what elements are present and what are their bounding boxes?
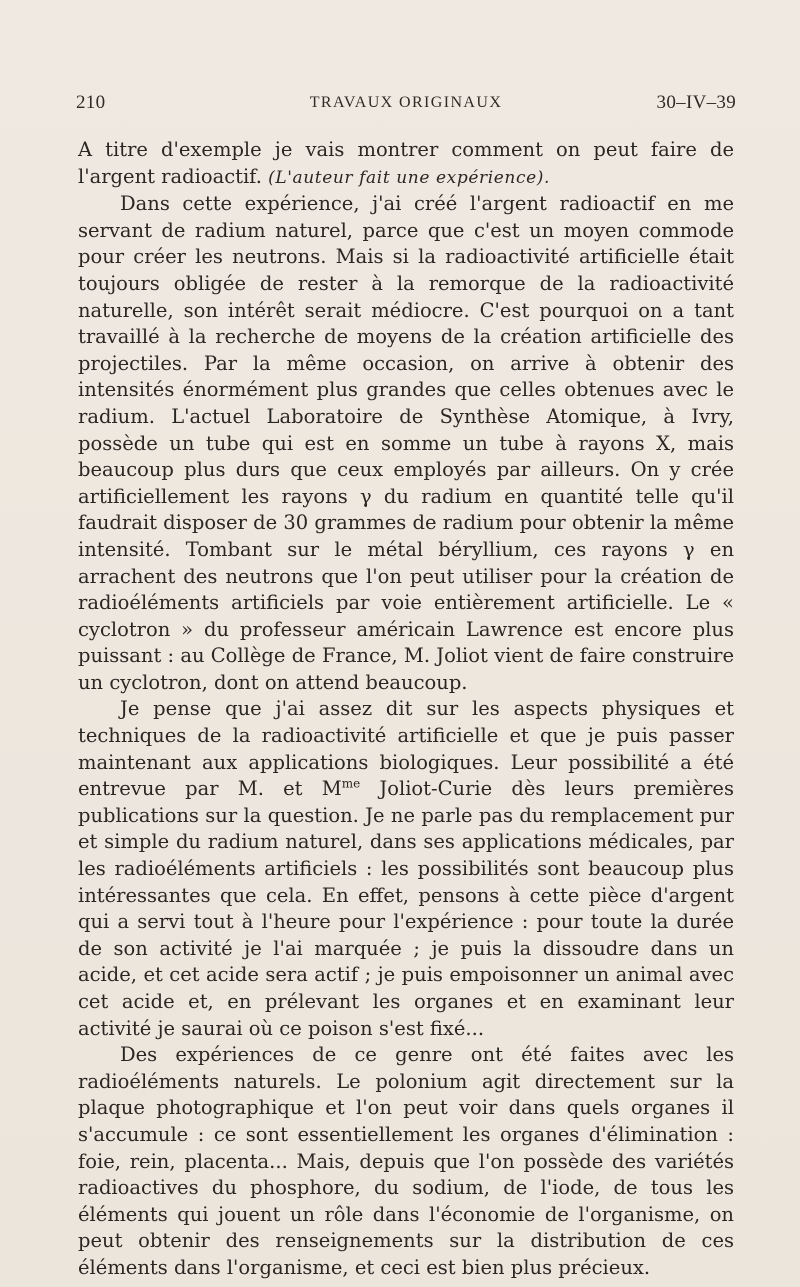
issue-date: 30–IV–39 [656,92,736,113]
paragraph-4: Des expériences de ce genre ont été faites avec les radioéléments naturels. Le polonium agit directement sur la plaque photographique et l'on peut voir dans quels organes il s'accumule : ce sont essentiellement les organes d'élimination : foie, rein, placenta... Mais, depuis que l'on possède des variétés radioactives du phosphore, du sodium, de l'iode, de tous les éléments qui jouent un rôle dans l'économie de l'organisme, on peut obtenir des renseignements sur la distribution de ces éléments dans l'organisme, et ceci est bien plus précieux. [78,1043,734,1279]
paragraph-2: Dans cette expérience, j'ai créé l'argent radioactif en me servant de radium naturel, parce que c'est un moyen commode pour créer les neutrons. Mais si la radioactivité artificielle était toujours obligée de rester à la remorque de la radioactivité naturelle, son intérêt serait médiocre. C'est pourquoi on a tant travaillé à la recherche de moyens de la création artificielle des projectiles. Par la même occasion, on arrive à obtenir des intensités énormément plus grandes que celles obtenues avec le radium. L'actuel Laboratoire de Synthèse Atomique, à Ivry, possède un tube qui est en somme un tube à rayons X, mais beaucoup plus durs que ceux employés par ailleurs. On y crée artificiellement les rayons γ du radium en quantité telle qu'il faudrait disposer de 30 grammes de radium pour obtenir la même intensité. Tombant sur le métal béryllium, ces rayons γ en arrachent des neutrons que l'on peut utiliser pour la création de radioéléments artificiels par voie entièrement artificielle. Le « cyclotron » du professeur américain Lawrence est encore plus puissant : au Collège de France, M. Joliot vient de faire construire un cyclotron, dont on attend beaucoup. [78,192,734,694]
paragraph-1 [78,137,734,191]
running-title: TRAVAUX ORIGINAUX [309,94,503,111]
paragraph-1-text: A titre d'exemple je vais montrer comment on peut faire de l'argent radioactif. [78,138,734,188]
stage-direction: (L'auteur fait une expérience). [268,167,551,188]
superscript-me: me [341,776,361,791]
paragraph-3 [78,696,734,1042]
body-text [78,137,734,1282]
paragraph-3-part-2: Joliot-Curie dès leurs premières publications sur la question. Je ne parle pas du remplacement pur et simple du radium naturel, dans ses applications médicales, par les radioéléments artificiels : les possibilités sont beaucoup plus intéressantes que cela. En effet, pensons à cette pièce d'argent qui a servi tout à l'heure pour l'expérience : pour toute la durée de son activité je l'ai marquée ; je puis la dissoudre dans un acide, et cet acide sera actif ; je puis empoisonner un animal avec cet acide et, en prélevant les organes et en examinant leur activité je saurai où ce poison s'est fixé... [78,777,734,1040]
paragraph-3-part-1: Je pense que j'ai assez dit sur les aspects physiques et techniques de la radioactivité artificielle et que je puis passer maintenant aux applications biologiques. Leur possibilité a été entrevue par M. et M [78,697,734,801]
page-number: 210 [76,92,106,113]
running-header [76,92,736,116]
